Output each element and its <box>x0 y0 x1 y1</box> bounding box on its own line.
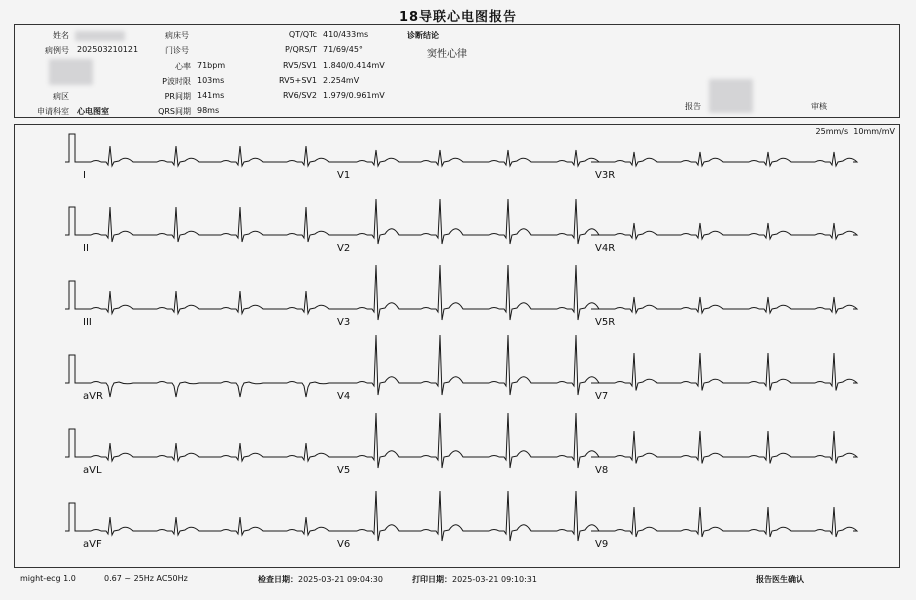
bed-label: 病床号 <box>165 31 189 40</box>
print-time <box>412 574 537 585</box>
redacted-name <box>75 31 125 41</box>
rv5-label: RV5/SV1 <box>282 61 317 70</box>
lead-label-i: I <box>83 170 86 181</box>
axis-label: P/QRS/T <box>284 45 317 54</box>
ward-label: 病区 <box>53 92 69 101</box>
lead-label-v2: V2 <box>337 243 351 254</box>
redacted-signature <box>709 79 753 113</box>
ecg-trace-v8 <box>591 431 857 464</box>
review-label: 审核 <box>811 102 827 111</box>
diagnosis-text: 窦性心律 <box>427 49 467 60</box>
ecg-trace-avl <box>65 429 337 461</box>
lead-label-v8: V8 <box>595 465 609 476</box>
ecg-trace-v3 <box>337 265 599 320</box>
exam-time-label: 检查日期： <box>258 575 298 584</box>
patient-info-panel <box>14 24 900 118</box>
ecg-trace-v6 <box>337 491 599 541</box>
axis-value: 71/69/45° <box>323 45 363 54</box>
lead-label-v3r: V3R <box>595 170 616 181</box>
lead-label-v7: V7 <box>595 391 609 402</box>
qt-label: QT/QTc <box>288 30 317 39</box>
lead-label-v3: V3 <box>337 317 351 328</box>
lead-label-v4r: V4R <box>595 243 616 254</box>
lead-label-v5: V5 <box>337 465 351 476</box>
ecg-trace-ii <box>65 207 337 242</box>
paper-speed: 25mm/s <box>815 127 849 136</box>
lead-label-avf: aVF <box>83 539 102 550</box>
ecg-traces <box>15 125 899 567</box>
rv6-label: RV6/SV2 <box>282 91 317 100</box>
qrs-value: 98ms <box>197 106 220 115</box>
case-no-label: 病例号 <box>45 46 69 55</box>
print-time-label: 打印日期： <box>412 575 452 584</box>
hr-label: 心率 <box>175 62 191 71</box>
sum-value: 2.254mV <box>323 76 360 85</box>
lead-label-v6: V6 <box>337 539 351 550</box>
lead-label-v1: V1 <box>337 170 351 181</box>
ecg-panel <box>14 124 900 568</box>
ecg-trace-v2 <box>337 199 599 244</box>
lead-label-iii: III <box>83 317 92 328</box>
p-value: 103ms <box>197 76 225 85</box>
lead-label-avl: aVL <box>83 465 102 476</box>
ecg-trace-v4r <box>591 223 857 239</box>
lead-label-avr: aVR <box>83 391 103 402</box>
ecg-trace-iii <box>65 281 337 314</box>
rv6-value: 1.979/0.961mV <box>323 91 385 100</box>
pr-value: 141ms <box>197 91 225 100</box>
lead-label-v4: V4 <box>337 391 351 402</box>
report-title: 18导联心电图报告 <box>398 10 518 25</box>
ecg-trace-v5 <box>337 413 599 468</box>
doctor-confirm: 报告医生确认 <box>756 575 804 584</box>
name-label: 姓名 <box>53 31 69 40</box>
lead-label-v9: V9 <box>595 539 609 550</box>
ecg-trace-avr <box>65 355 337 397</box>
rv5-value: 1.840/0.414mV <box>323 61 385 70</box>
filter-setting: 0.67 ~ 25Hz AC50Hz <box>104 574 188 583</box>
case-no-value: 202503210121 <box>77 45 139 54</box>
ecg-trace-v3r <box>591 152 857 166</box>
qrs-label: QRS间期 <box>158 107 191 116</box>
diagnosis-label: 诊断结论 <box>407 31 439 40</box>
ecg-trace-v7 <box>591 353 857 391</box>
pr-label: PR间期 <box>164 92 191 101</box>
ecg-trace-v4 <box>337 335 599 395</box>
dept-label: 申请科室 <box>37 107 69 116</box>
ecg-trace-i <box>65 134 337 166</box>
exam-time <box>258 574 383 585</box>
lead-label-v5r: V5R <box>595 317 616 328</box>
dept-value: 心电图室 <box>77 107 109 116</box>
gain: 10mm/mV <box>853 127 895 136</box>
exam-time-value: 2025-03-21 09:04:30 <box>298 575 383 584</box>
ecg-trace-v5r <box>591 297 857 313</box>
lead-label-ii: II <box>83 243 89 254</box>
ecg-trace-v9 <box>591 507 857 537</box>
sum-label: RV5+SV1 <box>278 76 317 85</box>
ecg-trace-v1 <box>337 150 599 166</box>
print-time-value: 2025-03-21 09:10:31 <box>452 575 537 584</box>
report-label: 报告 <box>685 102 701 111</box>
ecg-trace-avf <box>65 503 337 535</box>
clinic-label: 门诊号 <box>165 46 189 55</box>
hr-value: 71bpm <box>197 61 226 70</box>
device-name: might-ecg 1.0 <box>20 574 76 583</box>
p-label: P波时限 <box>162 77 191 86</box>
qt-value: 410/433ms <box>323 30 369 39</box>
redacted-photo-block <box>49 59 93 85</box>
